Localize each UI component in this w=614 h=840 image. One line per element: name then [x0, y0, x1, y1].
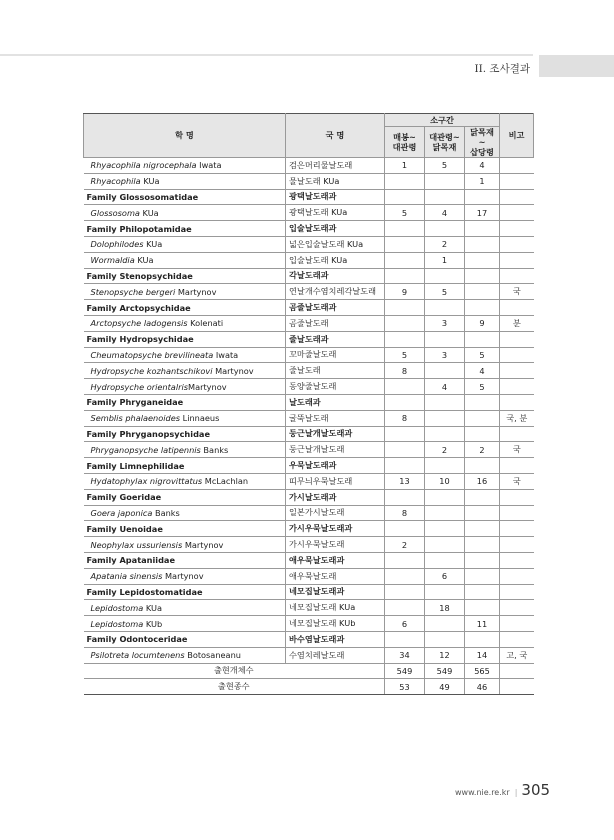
- count-section-1: [385, 600, 425, 616]
- count-section-2: [425, 489, 465, 505]
- count-section-3: [465, 600, 500, 616]
- total-section-1: 53: [385, 679, 425, 695]
- count-section-3: 4: [465, 158, 500, 174]
- col-header-section-2: 대관령~ 닭목재: [425, 127, 465, 158]
- species-name: Lepidostoma: [90, 618, 144, 629]
- note: 국: [500, 442, 534, 458]
- korean-name: 광택날도래과: [286, 189, 385, 205]
- totals-row: [84, 663, 534, 679]
- note: [500, 268, 534, 284]
- count-section-1: 8: [385, 505, 425, 521]
- count-section-1: 2: [385, 537, 425, 553]
- note: [500, 616, 534, 632]
- col-header-section-3: 닭목재~ 삽당령: [465, 127, 500, 158]
- note: [500, 300, 534, 316]
- note: [500, 505, 534, 521]
- count-section-1: [385, 394, 425, 410]
- species-author: Martynov: [175, 286, 217, 297]
- count-section-2: 3: [425, 347, 465, 363]
- count-section-3: 4: [465, 363, 500, 379]
- count-section-2: [425, 631, 465, 647]
- korean-name: 일본가시날도래: [286, 505, 385, 521]
- note: [500, 426, 534, 442]
- count-section-1: [385, 189, 425, 205]
- family-row: [84, 189, 534, 205]
- korean-name: 수염치레날도래: [286, 647, 385, 663]
- korean-name: 물날도래 KUa: [286, 173, 385, 189]
- species-name: Phryganopsyche latipennis: [90, 444, 201, 455]
- count-section-3: [465, 631, 500, 647]
- count-section-2: [425, 616, 465, 632]
- species-author: Kolenati: [187, 318, 224, 329]
- count-section-1: 9: [385, 284, 425, 300]
- note: [500, 568, 534, 584]
- count-section-2: [425, 521, 465, 537]
- korean-name: 꼬마줄날도래: [286, 347, 385, 363]
- note: [500, 363, 534, 379]
- count-section-3: [465, 252, 500, 268]
- count-section-1: [385, 236, 425, 252]
- species-row: [84, 379, 534, 395]
- count-section-2: 10: [425, 473, 465, 489]
- korean-name: 가시우묵날도래: [286, 537, 385, 553]
- count-section-3: [465, 584, 500, 600]
- species-row: [84, 284, 534, 300]
- page-number: 305: [521, 781, 551, 799]
- note: [500, 205, 534, 221]
- species-name: Dolophilodes: [90, 239, 144, 250]
- species-author: KUb: [143, 618, 163, 629]
- count-section-2: 5: [425, 158, 465, 174]
- count-section-1: [385, 268, 425, 284]
- count-section-1: [385, 221, 425, 237]
- species-author: Iwata: [196, 160, 222, 171]
- count-section-1: [385, 300, 425, 316]
- note: [500, 631, 534, 647]
- count-section-2: [425, 458, 465, 474]
- species-name: Apatania sinensis: [90, 571, 163, 582]
- count-section-3: [465, 189, 500, 205]
- family-row: [84, 631, 534, 647]
- family-row: [84, 489, 534, 505]
- count-section-2: 6: [425, 568, 465, 584]
- family-name: Family Phryganopsychidae: [86, 428, 211, 439]
- species-name: Psilotreta locumtenens: [90, 650, 185, 661]
- note: [500, 584, 534, 600]
- family-name: Family Philopotamidae: [86, 223, 192, 234]
- species-table: [83, 113, 534, 695]
- note: [500, 489, 534, 505]
- family-name: Family Goeridae: [86, 492, 162, 503]
- count-section-2: [425, 410, 465, 426]
- count-section-3: 17: [465, 205, 500, 221]
- family-row: [84, 584, 534, 600]
- note: 고, 국: [500, 647, 534, 663]
- count-section-3: [465, 221, 500, 237]
- count-section-2: 4: [425, 205, 465, 221]
- species-row: [84, 647, 534, 663]
- count-section-3: [465, 568, 500, 584]
- count-section-2: 2: [425, 442, 465, 458]
- species-row: [84, 347, 534, 363]
- family-row: [84, 331, 534, 347]
- species-name: Lepidostoma: [90, 602, 144, 613]
- species-name: Hydatophylax nigrovittatus: [90, 476, 203, 487]
- korean-name: 입술날도래 KUa: [286, 252, 385, 268]
- species-name: Neophylax ussuriensis: [90, 539, 183, 550]
- family-row: [84, 221, 534, 237]
- count-section-3: 5: [465, 347, 500, 363]
- species-author: KUa: [139, 207, 159, 218]
- species-author: KUa: [143, 602, 163, 613]
- family-row: [84, 268, 534, 284]
- count-section-2: [425, 221, 465, 237]
- count-section-1: [385, 458, 425, 474]
- total-section-3: 565: [465, 663, 500, 679]
- count-section-3: [465, 426, 500, 442]
- species-name: Rhyacophila: [90, 176, 141, 187]
- note: [500, 552, 534, 568]
- family-name: Family Odontoceridae: [86, 634, 188, 645]
- family-row: [84, 552, 534, 568]
- count-section-1: 5: [385, 205, 425, 221]
- family-name: Family Lepidostomatidae: [86, 586, 203, 597]
- count-section-2: [425, 394, 465, 410]
- korean-name: 띠무늬우묵날도래: [286, 473, 385, 489]
- count-section-1: 13: [385, 473, 425, 489]
- total-section-3: 46: [465, 679, 500, 695]
- species-row: [84, 473, 534, 489]
- col-header-scientific-name: 학 명: [84, 114, 286, 158]
- count-section-3: [465, 552, 500, 568]
- korean-name: 입술날도래과: [286, 221, 385, 237]
- species-name: Arctopsyche ladogensis: [90, 318, 188, 329]
- note: [500, 347, 534, 363]
- count-section-1: 8: [385, 363, 425, 379]
- count-section-3: 9: [465, 315, 500, 331]
- count-section-3: [465, 489, 500, 505]
- count-section-2: [425, 426, 465, 442]
- count-section-3: [465, 300, 500, 316]
- korean-name: 검은머리물날도래: [286, 158, 385, 174]
- count-section-1: [385, 442, 425, 458]
- count-section-3: [465, 521, 500, 537]
- count-section-1: [385, 426, 425, 442]
- count-section-1: 6: [385, 616, 425, 632]
- count-section-1: 34: [385, 647, 425, 663]
- count-section-3: [465, 236, 500, 252]
- count-section-3: [465, 284, 500, 300]
- count-section-1: [385, 379, 425, 395]
- count-section-3: 1: [465, 173, 500, 189]
- totals-label: 출현개체수: [84, 663, 385, 679]
- korean-name: 연날개수염치레각날도래: [286, 284, 385, 300]
- note: [500, 537, 534, 553]
- count-section-3: [465, 410, 500, 426]
- species-author: Martynov: [212, 365, 254, 376]
- note: [500, 394, 534, 410]
- count-section-2: [425, 363, 465, 379]
- count-section-2: 18: [425, 600, 465, 616]
- korean-name: 둥근날개날도래과: [286, 426, 385, 442]
- species-row: [84, 442, 534, 458]
- count-section-2: [425, 537, 465, 553]
- species-name: Semblis phalaenoides: [90, 413, 181, 424]
- korean-name: 동양줄날도래: [286, 379, 385, 395]
- count-section-1: 5: [385, 347, 425, 363]
- family-name: Family Glossosomatidae: [86, 191, 199, 202]
- note: [500, 379, 534, 395]
- family-name: Family Limnephilidae: [86, 460, 185, 471]
- count-section-3: [465, 268, 500, 284]
- note: 국: [500, 284, 534, 300]
- note: [500, 521, 534, 537]
- count-section-1: [385, 584, 425, 600]
- korean-name: 곰줄날도래: [286, 315, 385, 331]
- species-row: [84, 252, 534, 268]
- count-section-3: 11: [465, 616, 500, 632]
- count-section-2: 1: [425, 252, 465, 268]
- count-section-1: 8: [385, 410, 425, 426]
- species-author: KUa: [143, 239, 163, 250]
- korean-name: 가시날도래과: [286, 489, 385, 505]
- count-section-2: 5: [425, 284, 465, 300]
- family-name: Family Apataniidae: [86, 555, 176, 566]
- header-rule: [0, 54, 533, 56]
- species-name: Hydropsyche kozhantschikovi: [90, 365, 213, 376]
- count-section-2: 3: [425, 315, 465, 331]
- count-section-2: [425, 300, 465, 316]
- species-row: [84, 537, 534, 553]
- family-name: Family Arctopsychidae: [86, 302, 191, 313]
- species-row: [84, 205, 534, 221]
- count-section-3: [465, 505, 500, 521]
- family-name: Family Hydropsychidae: [86, 334, 194, 345]
- col-header-note: 비고: [500, 114, 534, 158]
- family-name: Family Stenopsychidae: [86, 270, 193, 281]
- count-section-3: [465, 394, 500, 410]
- count-section-2: 4: [425, 379, 465, 395]
- count-section-3: [465, 537, 500, 553]
- note: 국, 분: [500, 410, 534, 426]
- count-section-1: [385, 489, 425, 505]
- korean-name: 네모집날도래 KUb: [286, 616, 385, 632]
- col-header-section-group: 소구간: [385, 114, 500, 127]
- family-row: [84, 394, 534, 410]
- korean-name: 넓은입술날도래 KUa: [286, 236, 385, 252]
- count-section-3: 14: [465, 647, 500, 663]
- species-name: Goera japonica: [90, 507, 153, 518]
- species-author: Martynov: [162, 571, 204, 582]
- note: [500, 158, 534, 174]
- korean-name: 우묵날도래과: [286, 458, 385, 474]
- count-section-2: [425, 584, 465, 600]
- family-row: [84, 300, 534, 316]
- korean-name: 애우묵날도래과: [286, 552, 385, 568]
- count-section-2: [425, 173, 465, 189]
- count-section-1: [385, 521, 425, 537]
- count-section-3: [465, 458, 500, 474]
- totals-row: [84, 679, 534, 695]
- count-section-1: [385, 631, 425, 647]
- total-note: [500, 679, 534, 695]
- total-note: [500, 663, 534, 679]
- note: [500, 600, 534, 616]
- species-name: Wormaldia: [90, 255, 135, 266]
- count-section-1: [385, 331, 425, 347]
- species-author: Botosaneanu: [184, 650, 241, 661]
- species-name: Stenopsyche bergeri: [90, 286, 176, 297]
- korean-name: 날도래과: [286, 394, 385, 410]
- korean-name: 애우묵날도래: [286, 568, 385, 584]
- note: [500, 221, 534, 237]
- count-section-2: 2: [425, 236, 465, 252]
- count-section-3: 2: [465, 442, 500, 458]
- korean-name: 광택날도래 KUa: [286, 205, 385, 221]
- species-name: Cheumatopsyche brevilineata: [90, 349, 214, 360]
- family-name: Family Uenoidae: [86, 523, 163, 534]
- count-section-2: [425, 189, 465, 205]
- species-row: [84, 410, 534, 426]
- count-section-1: 1: [385, 158, 425, 174]
- note: [500, 252, 534, 268]
- species-author: Linnaeus: [180, 413, 220, 424]
- note: 분: [500, 315, 534, 331]
- species-author: KUa: [134, 255, 154, 266]
- note: [500, 236, 534, 252]
- species-row: [84, 315, 534, 331]
- note: [500, 189, 534, 205]
- header-tab-block: [539, 55, 614, 77]
- species-row: [84, 158, 534, 174]
- col-header-korean-name: 국 명: [286, 114, 385, 158]
- species-author: KUa: [140, 176, 160, 187]
- korean-name: 네모집날도래 KUa: [286, 600, 385, 616]
- korean-name: 굴뚝날도래: [286, 410, 385, 426]
- species-author: Martynov: [188, 381, 227, 392]
- species-row: [84, 616, 534, 632]
- korean-name: 각날도래과: [286, 268, 385, 284]
- species-author: Banks: [152, 507, 180, 518]
- species-row: [84, 363, 534, 379]
- total-section-2: 49: [425, 679, 465, 695]
- note: [500, 173, 534, 189]
- korean-name: 네모집날도래과: [286, 584, 385, 600]
- note: [500, 331, 534, 347]
- species-name: Rhyacophila nigrocephala: [90, 160, 197, 171]
- col-header-section-1: 매봉~ 대관령: [385, 127, 425, 158]
- note: 국: [500, 473, 534, 489]
- family-row: [84, 521, 534, 537]
- totals-label: 출현종수: [84, 679, 385, 695]
- section-title: II. 조사결과: [474, 63, 530, 75]
- korean-name: 가시우묵날도래과: [286, 521, 385, 537]
- species-author: Martynov: [182, 539, 224, 550]
- count-section-2: [425, 268, 465, 284]
- korean-name: 둥근날개날도래: [286, 442, 385, 458]
- species-row: [84, 568, 534, 584]
- count-section-1: [385, 552, 425, 568]
- count-section-3: 5: [465, 379, 500, 395]
- count-section-3: 16: [465, 473, 500, 489]
- species-author: McLachlan: [202, 476, 249, 487]
- species-name: Glossosoma: [90, 207, 140, 218]
- footer-url: www.nie.re.kr: [455, 788, 510, 797]
- count-section-2: [425, 331, 465, 347]
- family-name: Family Phryganeidae: [86, 397, 184, 408]
- korean-name: 바수염날도래과: [286, 631, 385, 647]
- footer-separator: |: [514, 788, 518, 797]
- count-section-3: [465, 331, 500, 347]
- species-name: Hydropsyche orientalris: [90, 381, 188, 392]
- count-section-1: [385, 252, 425, 268]
- note: [500, 458, 534, 474]
- korean-name: 줄날도래: [286, 363, 385, 379]
- count-section-1: [385, 173, 425, 189]
- korean-name: 곰줄날도래과: [286, 300, 385, 316]
- species-row: [84, 505, 534, 521]
- count-section-2: [425, 505, 465, 521]
- species-row: [84, 600, 534, 616]
- count-section-2: 12: [425, 647, 465, 663]
- species-author: Iwata: [213, 349, 239, 360]
- page-footer: [455, 781, 550, 799]
- species-row: [84, 236, 534, 252]
- family-row: [84, 458, 534, 474]
- count-section-2: [425, 552, 465, 568]
- korean-name: 줄날도래과: [286, 331, 385, 347]
- total-section-2: 549: [425, 663, 465, 679]
- count-section-1: [385, 568, 425, 584]
- total-section-1: 549: [385, 663, 425, 679]
- species-row: [84, 173, 534, 189]
- count-section-1: [385, 315, 425, 331]
- family-row: [84, 426, 534, 442]
- species-author: Banks: [200, 444, 229, 455]
